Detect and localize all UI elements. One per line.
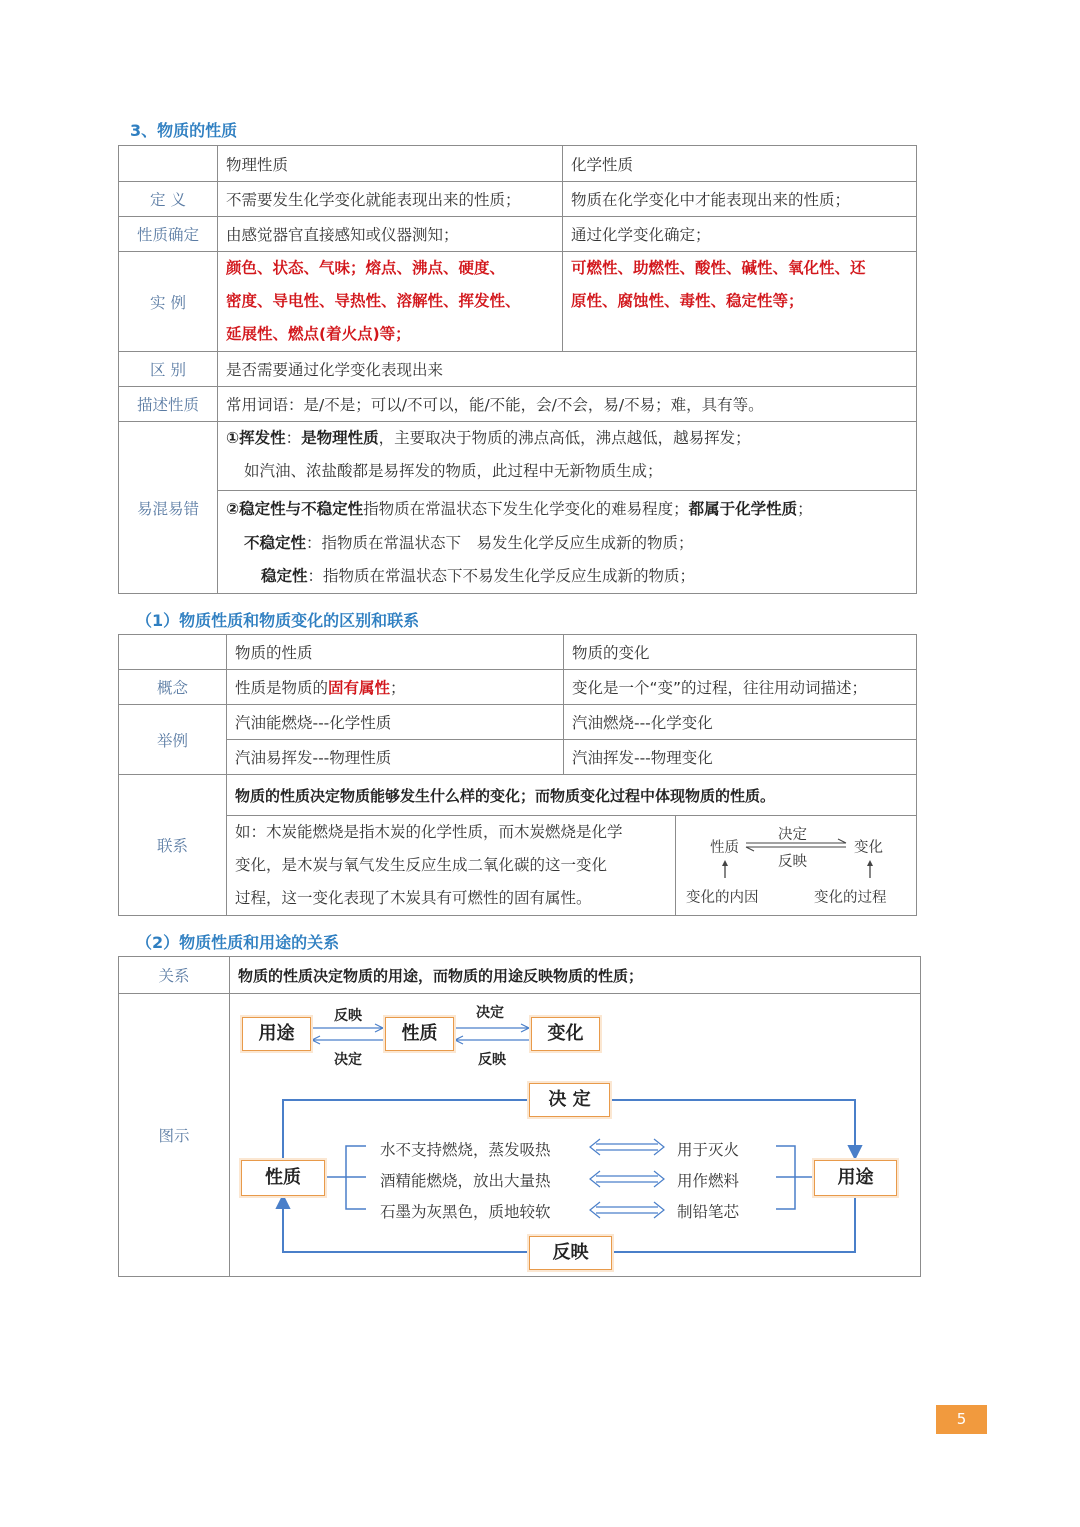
header-chemical: 化学性质 (563, 146, 917, 182)
label-reflect: 反映 (478, 1052, 506, 1068)
loop-arrow-up (277, 1196, 289, 1208)
sep: ： (285, 429, 302, 447)
example-line: 颜色、状态、气味；熔点、沸点、硬度、 (226, 259, 506, 277)
concept-red: 固有属性 (328, 679, 391, 697)
describe-text: 常用词语：是/不是；可以/不可以，能/不能，会/不会，易/不易；难，具有等。 (218, 387, 917, 422)
header-property: 物质的性质 (227, 635, 564, 670)
row-label: 关系 (119, 957, 230, 994)
header-physical: 物理性质 (218, 146, 563, 182)
item-property: 石墨为灰黑色，质地较软 (380, 1203, 551, 1221)
difference-text: 是否需要通过化学变化表现出来 (218, 352, 917, 387)
stability-term: ②稳定性与不稳定性 (226, 500, 364, 518)
part2-title: （2）物质性质和用途的关系 (136, 933, 340, 952)
row-label: 概念 (119, 670, 227, 705)
example-property: 汽油易挥发---物理性质 (227, 740, 564, 775)
row-label: 图示 (119, 994, 230, 1277)
use-box: 用途 (242, 1017, 311, 1051)
change-box: 变化 (531, 1017, 600, 1051)
unstable-term: 不稳定性 (244, 534, 307, 552)
property-box: 性质 (385, 1017, 454, 1051)
diagram-inner-cause: 变化的内因 (686, 890, 759, 906)
label-decide: 决定 (476, 1005, 504, 1021)
volatility-line2: 如汽油、浓盐酸都是易挥发的物质，此过程中无新物质生成； (244, 462, 663, 480)
definition-chemical: 物质在化学变化中才能表现出来的性质； (563, 182, 917, 217)
concept-change: 变化是一个“变”的过程，往往用动词描述； (564, 670, 917, 705)
big-decide-box: 决 定 (529, 1083, 610, 1117)
relation-line: 如：木炭能燃烧是指木炭的化学性质，而木炭燃烧是化学 (235, 823, 623, 841)
example-change: 汽油挥发---物理变化 (564, 740, 917, 775)
header-change: 物质的变化 (564, 635, 917, 670)
row-label: 易混易错 (119, 422, 218, 594)
property-box-large: 性质 (241, 1160, 325, 1196)
unstable-text: ：指物质在常温状态下 易发生化学反应生成新的物质； (306, 534, 694, 552)
big-reflect-box: 反映 (529, 1236, 612, 1270)
item-property: 酒精能燃烧，放出大量热 (380, 1172, 551, 1190)
item-use: 制铅笔芯 (677, 1203, 740, 1221)
row-label: 性质确定 (119, 217, 218, 252)
concept-pre: 性质是物质的 (235, 679, 329, 697)
volatility-bold: 是物理性质 (301, 429, 379, 447)
row-label: 定 义 (119, 182, 218, 217)
row-label: 举例 (119, 705, 227, 775)
relation-headline: 物质的性质决定物质能够发生什么样的变化；而物质变化过程中体现物质的性质。 (227, 775, 917, 816)
relation-text: 物质的性质决定物质的用途，而物质的用途反映物质的性质； (230, 957, 921, 994)
stable-term: 稳定性 (261, 567, 308, 585)
diagram-reflect: 反映 (778, 854, 807, 870)
double-arrow (590, 1202, 664, 1218)
determine-chemical: 通过化学变化确定； (563, 217, 917, 252)
row-label: 描述性质 (119, 387, 218, 422)
stability-bold: 都属于化学性质 (688, 500, 798, 518)
row-label: 实 例 (119, 252, 218, 352)
part1-title: （1）物质性质和物质变化的区别和联系 (136, 611, 420, 630)
loop-arrow-down (849, 1146, 861, 1158)
diagram-decide: 决定 (778, 827, 807, 843)
page-number: 5 (936, 1405, 987, 1434)
row-label: 联系 (119, 775, 227, 916)
double-arrow (590, 1139, 664, 1155)
example-property: 汽油能燃烧---化学性质 (227, 705, 564, 740)
concept-post: ； (390, 679, 406, 697)
use-box-large: 用途 (814, 1160, 897, 1196)
item-use: 用作燃料 (677, 1172, 740, 1190)
row-label: 区 别 (119, 352, 218, 387)
stability-end: ； (797, 500, 813, 518)
example-line: 延展性、燃点(着火点)等； (226, 325, 411, 343)
volatility-rest: ，主要取决于物质的沸点高低，沸点越低，越易挥发； (378, 429, 751, 447)
label-reflect: 反映 (334, 1008, 362, 1024)
diagram-process: 变化的过程 (814, 890, 887, 906)
example-change: 汽油燃烧---化学变化 (564, 705, 917, 740)
determine-physical: 由感觉器官直接感知或仪器测知； (218, 217, 563, 252)
definition-physical: 不需要发生化学变化就能表现出来的性质； (218, 182, 563, 217)
relation-line: 过程，这一变化表现了木炭具有可燃性的固有属性。 (235, 889, 592, 907)
double-arrow (590, 1171, 664, 1187)
stable-text: ：指物质在常温状态下不易发生化学反应生成新的物质； (307, 567, 696, 585)
diagram-property: 性质 (710, 840, 739, 856)
diagram-change: 变化 (854, 840, 883, 856)
section-title: 3、物质的性质 (130, 121, 238, 140)
label-decide: 决定 (334, 1052, 362, 1068)
item-property: 水不支持燃烧，蒸发吸热 (380, 1141, 551, 1159)
example-line: 密度、导电性、导热性、溶解性、挥发性、 (226, 292, 521, 310)
example-line: 可燃性、助燃性、酸性、碱性、氧化性、还 (571, 259, 866, 277)
volatility-term: ①挥发性 (226, 429, 286, 447)
example-line: 原性、腐蚀性、毒性、稳定性等； (571, 292, 804, 310)
relation-line: 变化，是木炭与氧气发生反应生成二氧化碳的这一变化 (235, 856, 608, 874)
stability-mid: 指物质在常温状态下发生化学变化的难易程度； (363, 500, 689, 518)
item-use: 用于灭火 (677, 1141, 740, 1159)
